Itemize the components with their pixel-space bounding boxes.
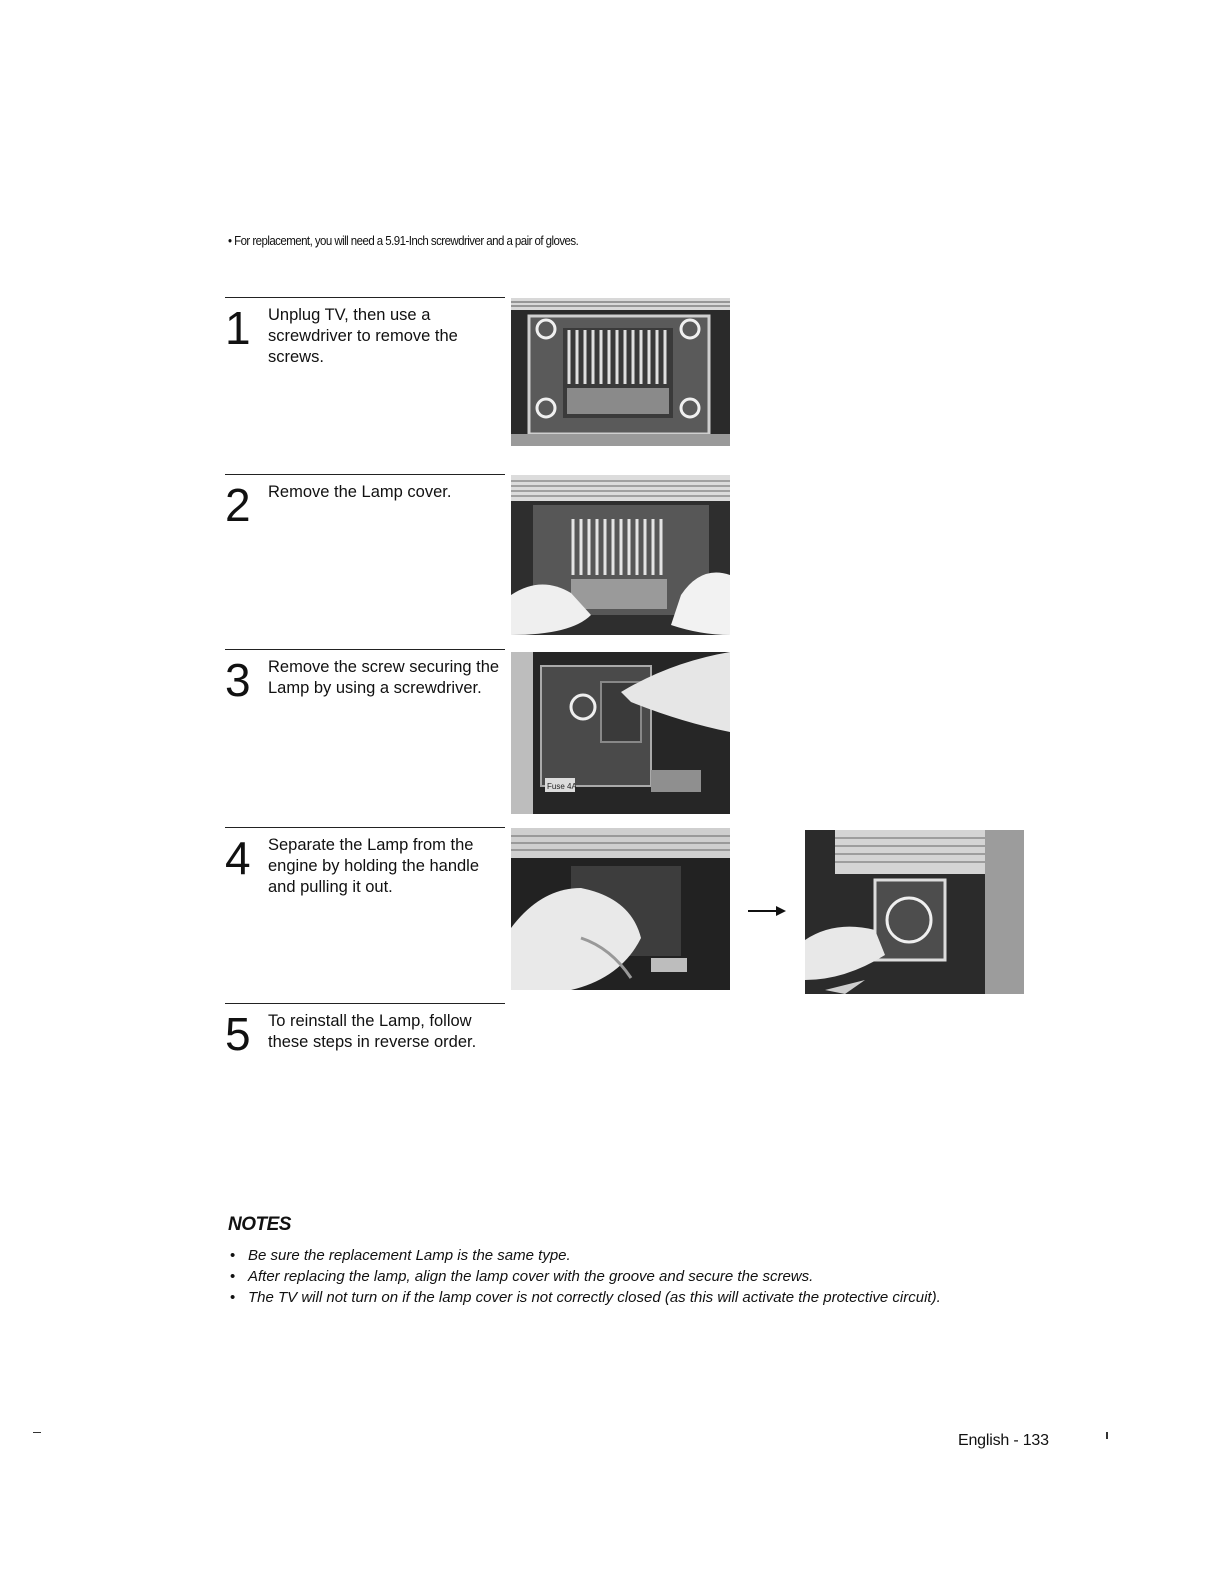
step-number: 5 [225, 1008, 251, 1060]
step-divider [225, 649, 505, 650]
note-item [228, 1287, 1028, 1308]
margin-mark [1106, 1432, 1108, 1439]
step-divider [225, 827, 505, 828]
bullet-icon: • [230, 1247, 236, 1264]
note-text: After replacing the lamp, align the lamp cover with the groove and secure the screws. [248, 1268, 814, 1285]
step-text: To reinstall the Lamp, follow these steps in reverse order. [268, 1012, 477, 1051]
note-text: Be sure the replacement Lamp is the same type. [248, 1247, 571, 1264]
notes-list [228, 1245, 1028, 1308]
step-divider [225, 297, 505, 298]
photo-lamp-cover-screws [511, 298, 730, 446]
photo-lamp-pulled-out [805, 830, 1024, 994]
photo-remove-lamp-cover [511, 475, 730, 635]
note-text: The TV will not turn on if the lamp cover is not correctly closed (as this will activate the protective circuit). [248, 1289, 941, 1306]
step-number: 3 [225, 654, 251, 706]
step-number: 4 [225, 832, 251, 884]
step-text: Separate the Lamp from the engine by holding the handle and pulling it out. [268, 836, 480, 896]
step-divider [225, 474, 505, 475]
intro-requirement: • For replacement, you will need a 5.91-Inch screwdriver and a pair of gloves. [228, 234, 579, 248]
note-item [228, 1245, 1028, 1266]
notes-title: NOTES [228, 1214, 291, 1235]
step-number: 2 [225, 479, 251, 531]
page-footer: English - 133 [958, 1432, 1049, 1449]
step-number: 1 [225, 302, 251, 354]
fuse-label: Fuse 4A [547, 782, 577, 791]
margin-mark [33, 1432, 41, 1433]
note-item [228, 1266, 1028, 1287]
step-text: Remove the screw securing the Lamp by using a screwdriver. [268, 658, 500, 697]
photo-grab-lamp-handle [511, 828, 730, 990]
bullet-icon: • [230, 1289, 236, 1306]
photo-lamp-screw [511, 652, 730, 814]
step-divider [225, 1003, 505, 1004]
step-text: Unplug TV, then use a screwdriver to remove the screws. [268, 306, 458, 366]
arrow-right-icon [748, 903, 788, 919]
bullet-icon: • [230, 1268, 236, 1285]
step-text: Remove the Lamp cover. [268, 483, 452, 501]
